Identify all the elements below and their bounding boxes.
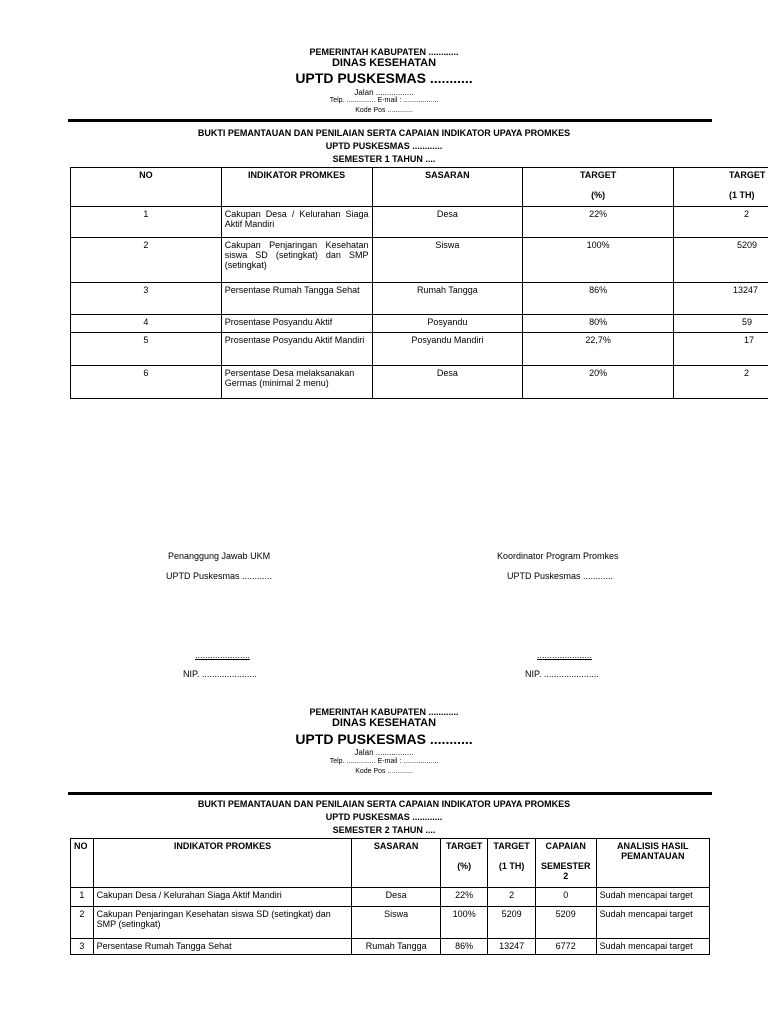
cell-no: 5: [71, 333, 222, 366]
address-line-2: Jalan .................: [354, 748, 414, 757]
address-line: Jalan .................: [354, 88, 414, 97]
signature-left-role: Penanggung Jawab UKM: [168, 551, 271, 561]
col-header-capaian: [535, 839, 596, 888]
report-subtitle: UPTD PUSKESMAS ............: [325, 141, 443, 151]
signature-right-role: Koordinator Program Promkes: [497, 551, 619, 561]
cell-sasaran: Desa: [372, 207, 523, 238]
header-divider: [68, 119, 712, 122]
cell-sasaran: Posyandu: [372, 315, 523, 333]
cell-sasaran: Rumah Tangga: [372, 283, 523, 315]
table-row: [71, 939, 710, 955]
table-row: [71, 888, 710, 907]
header-label: TARGET: [729, 170, 766, 180]
signature-right-org: UPTD Puskesmas ............: [507, 571, 614, 581]
cell-sasaran: Siswa: [372, 238, 523, 283]
header-sublabel: SEMESTER 2: [540, 861, 591, 881]
cell-no: 3: [71, 939, 94, 955]
table-row: [71, 366, 768, 399]
table-row: [71, 238, 768, 283]
cell-target-1th: 2: [674, 366, 768, 399]
cell-no: 4: [71, 315, 222, 333]
cell-capaian: 5209: [535, 907, 596, 939]
signature-left-name: ......................: [195, 650, 251, 660]
cell-target-1th: 59: [674, 315, 768, 333]
cell-target-1th: 13247: [488, 939, 535, 955]
header-sublabel: (%): [457, 861, 472, 871]
cell-target-pct: 80%: [523, 315, 674, 333]
cell-sasaran: Siswa: [352, 907, 441, 939]
cell-target-pct: 86%: [523, 283, 674, 315]
col-header-target-pct: [440, 839, 487, 888]
cell-analisis: Sudah mencapai target: [596, 888, 709, 907]
cell-indikator: Persentase Desa melaksanakan Germas (minimal 2 menu): [221, 366, 372, 399]
cell-indikator: Persentase Rumah Tangga Sehat: [93, 939, 352, 955]
table-row: [71, 315, 768, 333]
header-label: CAPAIAN: [545, 841, 586, 851]
cell-no: 1: [71, 207, 222, 238]
cell-no: 2: [71, 238, 222, 283]
col-header-analisis: ANALISIS HASIL PEMANTAUAN: [596, 839, 709, 888]
postal-line-2: Kode Pos .............: [355, 768, 413, 775]
gov-title: PEMERINTAH KABUPATEN ............: [309, 47, 459, 57]
col-header-indikator: INDIKATOR PROMKES: [93, 839, 352, 888]
office-title-2: DINAS KESEHATAN: [331, 717, 437, 729]
header-sublabel: (1 TH): [498, 861, 525, 871]
cell-target-1th: 13247: [674, 283, 768, 315]
cell-analisis: Sudah mencapai target: [596, 939, 709, 955]
signature-left-org: UPTD Puskesmas ............: [166, 571, 273, 581]
col-header-target-1th: [674, 168, 768, 207]
office-title: DINAS KESEHATAN: [331, 57, 437, 69]
header-label: TARGET: [446, 841, 483, 851]
cell-target-1th: 2: [488, 888, 535, 907]
table-row: [71, 907, 710, 939]
cell-no: 6: [71, 366, 222, 399]
col-header-sasaran: SASARAN: [352, 839, 441, 888]
report-title: BUKTI PEMANTAUAN DAN PENILAIAN SERTA CAPAIAN INDIKATOR UPAYA PROMKES: [197, 128, 571, 138]
col-header-target-pct: [523, 168, 674, 207]
cell-indikator: Persentase Rumah Tangga Sehat: [221, 283, 372, 315]
puskesmas-title-2: UPTD PUSKESMAS ...........: [295, 731, 473, 747]
header-sublabel: (%): [591, 190, 606, 200]
cell-sasaran: Rumah Tangga: [352, 939, 441, 955]
report-semester: SEMESTER 1 TAHUN ....: [332, 154, 436, 164]
cell-indikator: Cakupan Desa / Kelurahan Siaga Aktif Mandiri: [221, 207, 372, 238]
cell-indikator: Cakupan Penjaringan Kesehatan siswa SD (setingkat) dan SMP (setingkat): [93, 907, 352, 939]
table-row: [71, 283, 768, 315]
header-sublabel: (1 TH): [729, 190, 755, 200]
gov-title-2: PEMERINTAH KABUPATEN ............: [309, 707, 459, 717]
cell-sasaran: Desa: [352, 888, 441, 907]
cell-target-pct: 100%: [440, 907, 487, 939]
cell-indikator: Prosentase Posyandu Aktif Mandiri: [221, 333, 372, 366]
cell-target-pct: 22%: [440, 888, 487, 907]
cell-sasaran: Posyandu Mandiri: [372, 333, 523, 366]
cell-capaian: 6772: [535, 939, 596, 955]
table-header-row: [71, 168, 768, 207]
header-label: TARGET: [579, 170, 617, 180]
cell-capaian: 0: [535, 888, 596, 907]
cell-target-pct: 20%: [523, 366, 674, 399]
cell-indikator: Cakupan Penjaringan Kesehatan siswa SD (setingkat) dan SMP (setingkat): [221, 238, 372, 283]
col-header-indikator: INDIKATOR PROMKES: [221, 168, 372, 207]
signature-right-nip: NIP. ......................: [525, 669, 599, 679]
puskesmas-title: UPTD PUSKESMAS ...........: [295, 70, 473, 86]
signature-left-nip: NIP. ......................: [183, 669, 257, 679]
indicator-table-semester-1: [70, 167, 768, 399]
cell-no: 2: [71, 907, 94, 939]
cell-target-1th: 17: [674, 333, 768, 366]
indicator-table-semester-2: [70, 838, 710, 955]
cell-target-pct: 100%: [523, 238, 674, 283]
col-header-target-1th: [488, 839, 535, 888]
col-header-no: NO: [71, 168, 222, 207]
cell-target-pct: 86%: [440, 939, 487, 955]
signature-right-name: ......................: [537, 650, 593, 660]
cell-target-1th: 5209: [674, 238, 768, 283]
cell-target-1th: 2: [674, 207, 768, 238]
header-label: TARGET: [493, 841, 530, 851]
postal-line: Kode Pos .............: [355, 107, 413, 114]
report-title-2: BUKTI PEMANTAUAN DAN PENILAIAN SERTA CAPAIAN INDIKATOR UPAYA PROMKES: [197, 799, 571, 809]
cell-target-pct: 22,7%: [523, 333, 674, 366]
cell-target-pct: 22%: [523, 207, 674, 238]
cell-no: 3: [71, 283, 222, 315]
report-semester-2: SEMESTER 2 TAHUN ....: [332, 825, 436, 835]
cell-indikator: Prosentase Posyandu Aktif: [221, 315, 372, 333]
table-row: [71, 333, 768, 366]
header-divider-2: [68, 792, 712, 795]
contact-line: Telp. ............... E-mail : ..................: [329, 97, 439, 104]
report-subtitle-2: UPTD PUSKESMAS ............: [325, 812, 443, 822]
table-row: [71, 207, 768, 238]
col-header-sasaran: SASARAN: [372, 168, 523, 207]
cell-indikator: Cakupan Desa / Kelurahan Siaga Aktif Mandiri: [93, 888, 352, 907]
col-header-no: NO: [71, 839, 94, 888]
cell-analisis: Sudah mencapai target: [596, 907, 709, 939]
cell-target-1th: 5209: [488, 907, 535, 939]
contact-line-2: Telp. ............... E-mail : ..................: [329, 758, 439, 765]
cell-no: 1: [71, 888, 94, 907]
cell-sasaran: Desa: [372, 366, 523, 399]
table-header-row: [71, 839, 710, 888]
